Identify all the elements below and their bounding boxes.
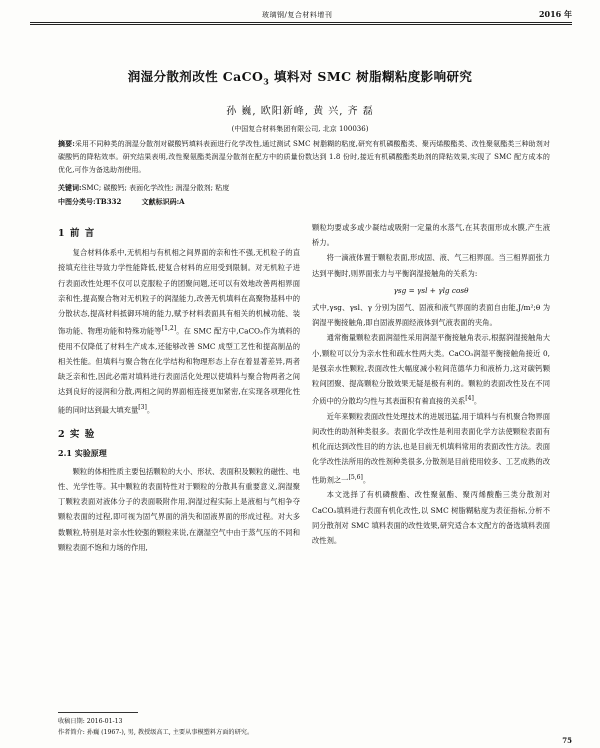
page-number: 75 bbox=[562, 736, 572, 745]
principle-paragraph: 颗粒的体相性质主要包括颗粒的大小、形状、表面积及颗粒的磁性、电性、光学性等。其中颗粒的表面特性对于颗粒的分散具有重要意义,润湿聚丁颗粒表面对液体分子的表面吸附作用,润湿过程实际上是液相与气相争夺颗粒表面的过程,即可视为固气界面的消失和固液界面的形成过程。对大多数颗粒,特别是对亲水性较强的颗粒来说,在潮湿空气中由于蒸气压的不同和颗粒表面不饱和力场的作用, bbox=[58, 466, 300, 552]
author-bio: 作者简介: 孙巍 (1967-), 男, 教授级高工, 主要从事模塑料方面的研究。 bbox=[58, 729, 254, 736]
header-rule-thin bbox=[30, 24, 572, 25]
study-aim-paragraph: 本文选择了有机磷酸酯、改性聚氨酯、聚丙烯酸酯三类分散剂对 CaCO₃填料进行表面有机化改性,以 SMC 树脂糊粘度为表征指标,分析不同分散剂对 SMC 填料表面的改性效果,研究适合本文配方的备选填料表面改性剂。 bbox=[312, 490, 550, 545]
title-part-2: 填料对 SMC 树脂糊粘度影响研究 bbox=[269, 69, 473, 84]
citation: [1,2] bbox=[161, 325, 177, 333]
keywords-text: SMC; 碳酸钙; 表面化学改性; 润湿分散剂; 粘度 bbox=[81, 184, 230, 192]
footnote-rule bbox=[58, 712, 138, 713]
right-column bbox=[312, 220, 550, 548]
abstract-text: 采用不同种类的润湿分散剂对碳酸钙填料表面进行化学改性,通过测试 SMC 树脂糊的粘度,研究有机磷酸酯类、聚丙烯酸酯类、改性聚氨酯类三种助剂对碳酸钙的降粘效率。研究结果表明,改性聚氨酯类润湿分散剂在配方中的质量份数达到 1.8 份时,接近有机磷酸酯类助剂的降粘效果,实现了 SMC 配方成本的优化,可作为备选助剂使用。 bbox=[58, 140, 551, 174]
header-rule bbox=[30, 22, 572, 23]
equation-explanation: 式中,γsg、γsl、γ 分别为固气、固液和液气界面的表面自由能,J/m²;θ 为润湿平衡接触角,即自固液界面经液体到气液表面的夹角。 bbox=[312, 303, 550, 328]
citation: [4] bbox=[465, 395, 474, 403]
citation: [5,6] bbox=[348, 473, 363, 481]
abstract-label: 摘要: bbox=[58, 139, 75, 148]
issue-year: 2016 年 bbox=[538, 9, 572, 19]
intro-paragraph: 复合材料体系中,无机相与有机相之间界面的亲和性不强,无机粒子的直接填充往往导致力学性能降低,使复合材料的应用受到限制。对无机粒子进行表面改性处理不仅可以克服粒子的团聚问题,还可以有效地改善两相界面亲和性,提高聚合物对无机粒子的润湿能力,改善无机填料在高聚物基料中的分散状态,提高材料抵御环境的能力,赋予材料表面具有相关的机械功能、装饰功能、物理功能和特殊功能等[1,2]。在 SMC 配方中,CaCO₃作为填料的使用不仅降低了材料生产成本,还能够改善 SMC 成型工艺性和提高制品的相关性能。但填料与聚合物在化学结构和物理形态上存在着显著差异,两者缺乏亲和性,因此必需对填料进行表面活化处理以使填料与聚合物两者之间达到良好的浸润和分散,两相之间的界面相连接更加紧密,在实现各项理化性能的同时达到最大填充量[3]。 bbox=[58, 248, 300, 415]
subsection-heading: 2.1 实验原理 bbox=[58, 448, 107, 459]
received-date: 收稿日期: 2016-01-13 bbox=[58, 718, 123, 725]
authors: 孙 巍, 欧阳新峰, 黄 兴, 齐 磊 bbox=[226, 106, 374, 117]
continued-paragraph: 颗粒均要或多或少凝结或吸附一定量的水蒸气,在其表面形成水膜,产生液桥力。 bbox=[312, 223, 550, 248]
title-subscript: 3 bbox=[263, 76, 270, 87]
intro-text-1: 复合材料体系中,无机相与有机相之间界面的亲和性不强,无机粒子的直接填充往往导致力学性能降低,使复合材料的应用受到限制。对无机粒子进行表面改性处理不仅可以克服粒子的团聚问题,还可以有效地改善两相界面亲和性,提高聚合物对无机粒子的润湿能力,改善无机填料在高聚物基料中的分散状态,提高材料抵御环境的能力,赋予材料表面具有相关的机械功能、装饰功能、物理功能和特殊功能等 bbox=[58, 248, 300, 336]
section-heading-introduction: 1 前 言 bbox=[58, 228, 96, 239]
journal-name: 玻璃钢/复合材料增刊 bbox=[262, 11, 333, 19]
clc-value: TB332 bbox=[95, 197, 122, 206]
section-heading-experiment: 2 实 验 bbox=[58, 429, 96, 441]
clc-label: 中图分类号: bbox=[58, 197, 96, 206]
keywords-label: 关键词: bbox=[58, 183, 82, 192]
intro-text-2: 。在 SMC 配方中,CaCO₃作为填料的使用不仅降低了材料生产成本,还能够改善 SMC 成型工艺性和提高制品的相关性能。但填料与聚合物在化学结构和物理形态上存在着显著差异,两者缺乏亲和性,因此必需对填料进行表面活化处理以使填料与聚合物两者之间达到良好的浸润和分散,两相之间的界面相连接更加紧密,在实现各项理化性能的同时达到最大填充量 bbox=[58, 326, 300, 415]
paper-title bbox=[0, 67, 600, 87]
doc-code-value: A bbox=[179, 197, 185, 206]
affiliation: (中国复合材料集团有限公司, 北京 100036) bbox=[231, 125, 369, 133]
modification-text: 近年来颗粒表面改性处理技术的进展迅猛,用于填料与有机聚合物界面间改性的助剂种类很多。表面化学改性是利用表面化学方法使颗粒表面有机化而达到改性目的的方法,也是目前无机填料常用的表面改性方法。表面化学改性法所用的改性剂种类很多,分散剂是目前使用较多、工艺成熟的改性助剂之一 bbox=[312, 411, 550, 485]
classification bbox=[58, 197, 203, 207]
contact-angle-paragraph: 通常衡量颗粒表面润湿性采用润湿平衡接触角表示,根据润湿接触角大小,颗粒可以分为亲水性和疏水性两大类。CaCO₃润湿平衡接触角接近 0,是强亲水性颗粒,表面改性大幅度减小粒间范德华力和液桥力,这对碳钙颗粒间团聚、提高颗粒分散效果无疑是极有利的。颗粒的表面改性及在不同介质中的分散均匀性与其表面积有着直接的关系[4]。 bbox=[312, 333, 550, 406]
keywords bbox=[58, 183, 229, 193]
doc-code-label: 文献标识码: bbox=[141, 197, 180, 206]
running-header bbox=[30, 6, 572, 22]
citation: [3] bbox=[138, 403, 147, 411]
interface-paragraph: 将一滴液体置于颗粒表面,形成固、液、气三相界面。当三相界面张力达到平衡时,则界面张力与平衡润湿接触角的关系为: bbox=[312, 253, 550, 278]
abstract bbox=[58, 137, 550, 177]
contact-angle-text: 通常衡量颗粒表面润湿性采用润湿平衡接触角表示,根据润湿接触角大小,颗粒可以分为亲水性和疏水性两大类。CaCO₃润湿平衡接触角接近 0,是强亲水性颗粒,表面改性大幅度减小粒间范德华力和液桥力,这对碳钙颗粒间团聚、提高颗粒分散效果无疑是极有利的。颗粒的表面改性及在不同介质中的分散均匀性与其表面积有着直接的关系 bbox=[312, 333, 550, 406]
title-part-1: 润湿分散剂改性 CaCO bbox=[127, 69, 264, 84]
modification-paragraph: 近年来颗粒表面改性处理技术的进展迅猛,用于填料与有机聚合物界面间改性的助剂种类很多。表面化学改性是利用表面化学方法使颗粒表面有机化而达到改性目的的方法,也是目前无机填料常用的表面改性方法。表面化学改性法所用的改性剂种类很多,分散剂是目前使用较多、工艺成熟的改性助剂之一[5,6]。 bbox=[312, 411, 550, 485]
left-column bbox=[58, 220, 300, 555]
young-equation: γsg = γsl + γlg cosθ bbox=[393, 285, 469, 295]
